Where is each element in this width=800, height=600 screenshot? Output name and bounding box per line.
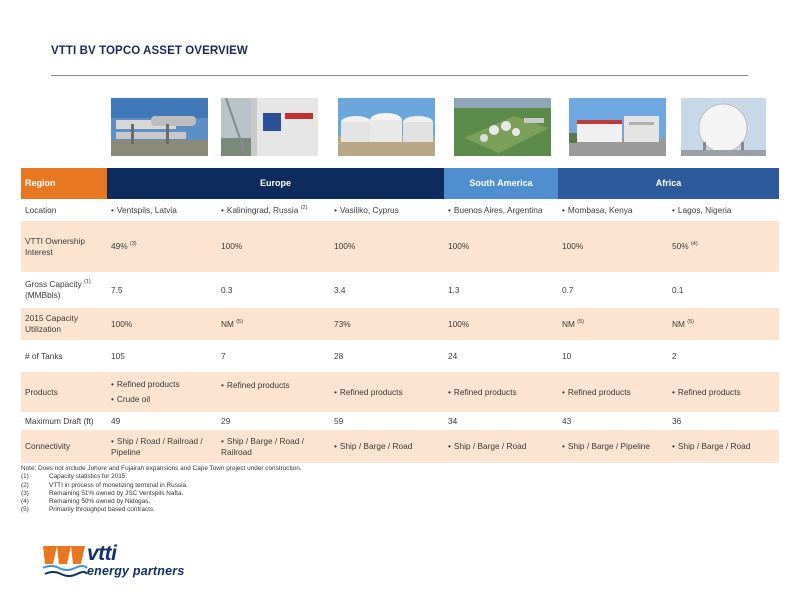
row-label: Maximum Draft (ft) [21,412,107,430]
table-cell: 100% [330,221,444,272]
table-cell: 0.3 [217,272,330,308]
row-label: Location [21,199,107,221]
table-cell: 36 [668,412,779,430]
table-cell: 50% $^{(4)}$ [668,221,779,272]
utilization-row [21,308,779,340]
connectivity-row [21,430,779,463]
table-cell: 100% [558,221,668,272]
table-cell: 7 [217,340,330,372]
table-cell: 1.3 [444,272,558,308]
europe-header: Europe [107,168,444,199]
row-label: # of Tanks [21,340,107,372]
table-cell: 3.4 [330,272,444,308]
table-cell: • Refined products [217,372,330,412]
ownership-row [21,221,779,272]
table-cell: 100% [444,308,558,340]
table-cell: • Mombasa, Kenya [558,199,668,221]
footnote-item: (1) Capacity statistics for 2015. [21,473,128,481]
capacity-row [21,272,779,308]
footnote-item: (5) Primarily throughput based contracts. [21,506,155,514]
table-cell: • Buenos Aires, Argentina [444,199,558,221]
table-cell: • Refined products [330,372,444,412]
page-title: VTTI BV TOPCO ASSET OVERVIEW [51,45,248,57]
table-cell: • Ship / Barge / Road / Railroad [217,430,330,463]
table-cell: 34 [444,412,558,430]
table-cell: 28 [330,340,444,372]
table-cell: NM $^{(5)}$ [217,308,330,340]
table-cell: 73% [330,308,444,340]
table-cell: • Kaliningrad, Russia $^{(2)}$ [217,199,330,221]
table-cell: 43 [558,412,668,430]
footnote-item: (4) Remaining 50% owned by Nidogas. [21,498,151,506]
table-cell: • Lagos, Nigeria [668,199,779,221]
table-cell: 49 [107,412,217,430]
table-cell: • Refined products • Crude oil [107,372,217,412]
table-cell: • Ventspils, Latvia [107,199,217,221]
row-label: VTTI Ownership Interest [21,221,107,272]
table-cell: • Ship / Road / Railroad / Pipeline [107,430,217,463]
tank-sign-photo-icon [221,98,318,156]
draft-row [21,412,779,430]
table-cell: 59 [330,412,444,430]
row-label: Gross Capacity $^{(1)}$ (MMBbls) [21,272,107,308]
table-cell: 49% $^{(3)}$ [107,221,217,272]
row-label: 2015 Capacity Utilization [21,308,107,340]
spherical-tank-photo-icon [681,98,778,156]
table-cell: 105 [107,340,217,372]
products-row [21,372,779,412]
table-cell: 29 [217,412,330,430]
table-cell: NM $^{(5)}$ [558,308,668,340]
table-cell: 0.1 [668,272,779,308]
footnote-item: (2) VTTI in process of monetizing terminal in Russia. [21,481,188,489]
table-cell: • Refined products [558,372,668,412]
table-cell: 0.7 [558,272,668,308]
table-cell: • Ship / Barge / Pipeline [558,430,668,463]
row-label: Products [21,372,107,412]
aerial-terminal-photo-icon [454,98,551,156]
table-cell: • Ship / Barge / Road [668,430,779,463]
table-cell: NM $^{(5)}$ [668,308,779,340]
region-header-row [21,168,779,199]
tank-farm-photo-icon [338,98,435,156]
table-cell: 100% [444,221,558,272]
pipe-rack-photo-icon [111,98,208,156]
table-cell: 100% [107,308,217,340]
footnote-item: (3) Remaining 51% owned by JSC Ventspils Nafta. [21,489,184,497]
table-cell: 7.5 [107,272,217,308]
tanks-row [21,340,779,372]
table-cell: 2 [668,340,779,372]
table-cell: 100% [217,221,330,272]
south-america-header: South America [444,168,558,199]
table-cell: 24 [444,340,558,372]
terminal-building-photo-icon [569,98,666,156]
table-cell: • Ship / Barge / Road [444,430,558,463]
footnote-main: Note: Does not include Johore and Fujairah expansions and Cape Town project under construction. [21,465,302,472]
footnotes [21,465,441,515]
table-cell: • Vasiliko, Cyprus [330,199,444,221]
location-row [21,199,779,221]
table-cell: • Ship / Barge / Road [330,430,444,463]
title-divider [51,75,748,76]
table-cell: 10 [558,340,668,372]
africa-header: Africa [558,168,779,199]
asset-overview-table [21,168,779,463]
table-cell: • Refined products [668,372,779,412]
row-label: Connectivity [21,430,107,463]
vtti-logo-text: vtti energy partners [87,542,185,578]
table-cell: • Refined products [444,372,558,412]
region-header: Region [21,168,107,199]
